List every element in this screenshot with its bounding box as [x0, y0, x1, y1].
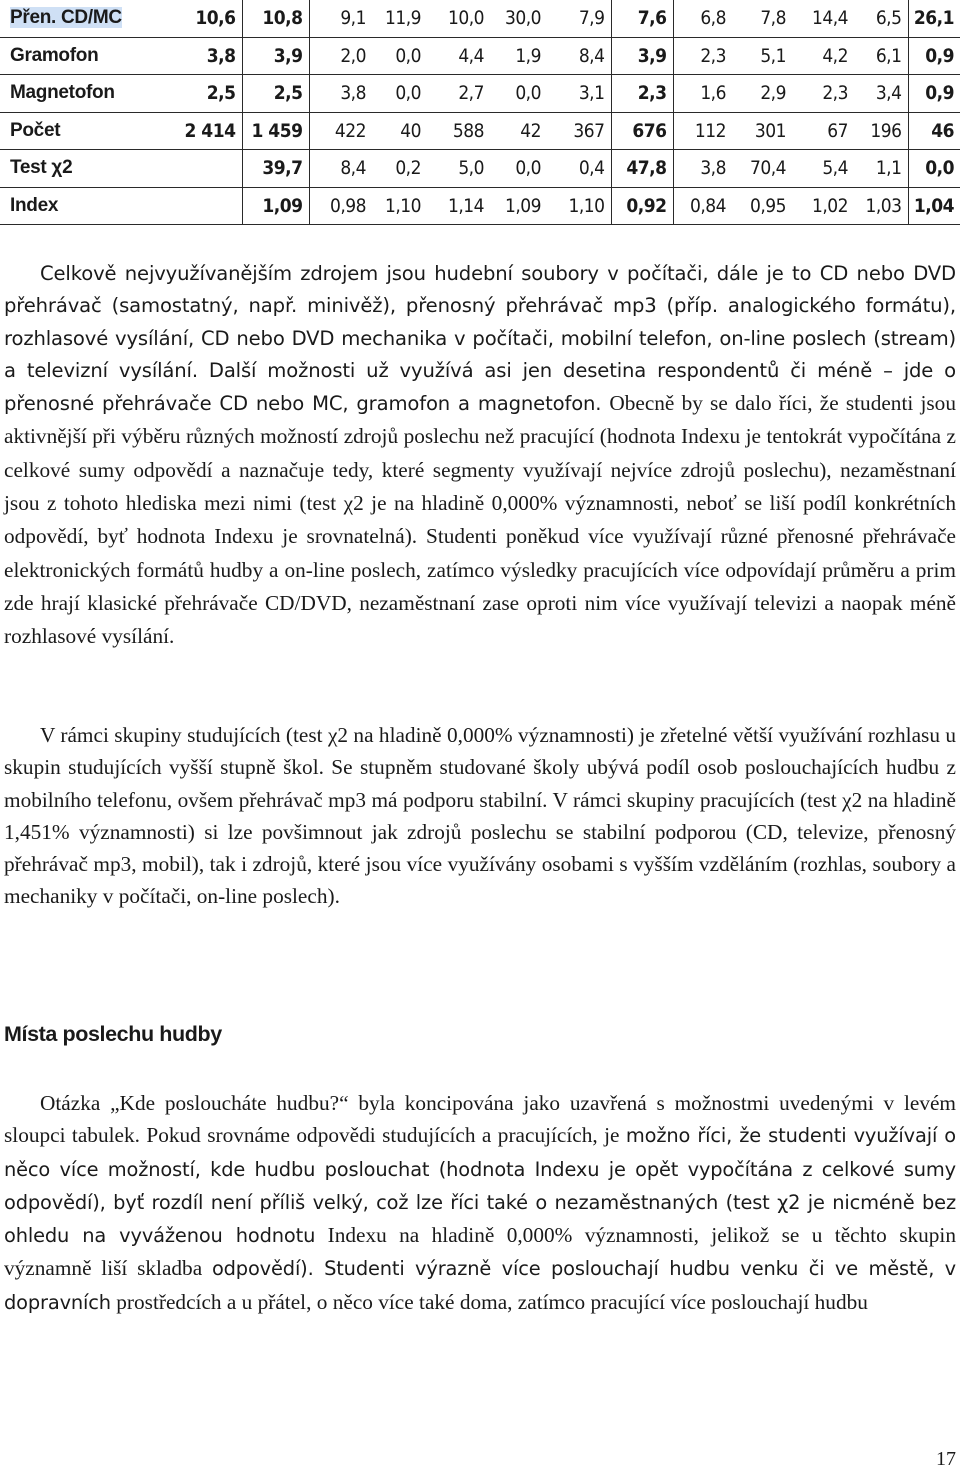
table-cell: 2,7	[427, 75, 490, 113]
paragraph-listening-places	[4, 1087, 956, 1319]
table-cell: 0,2	[372, 150, 427, 188]
table-cell: 0,0	[372, 37, 427, 75]
statistics-table	[0, 0, 960, 225]
paragraph-students-comparison-text: Obecně by se dalo říci, že studenti jsou aktivnější při výběru různých možností zdrojů poslechu než pracující (hodnota Indexu je tentokrát vypočítána z celkové sumy odpovědí a naznačuje tedy, které segmenty využívají nejvíce zdrojů poslechu), nezaměstnaní jsou z tohoto hlediska mezi nimi (test χ2 je na hladině 0,000% významnosti, neboť se liší podíl konkrétních odpovědí, byť hodnota Indexu je srovnatelná). Studenti poněkud více využívají různé přenosné přehrávače elektronických formátů hudby a on-line poslech, zatímco výsledky pracujících více odpovídají průměru a prim zde hrají klasické přehrávače CD/DVD, nezaměstnaní zase oproti nim více využívají televizi a naopak méně rozhlasové vysílání.	[4, 391, 956, 649]
table-cell: 1,1	[854, 150, 908, 188]
table-row	[0, 75, 960, 113]
table-cell: 1 459	[242, 112, 309, 150]
table-cell: 1,04	[908, 187, 960, 225]
table-cell: 9,1	[309, 0, 372, 37]
table-cell: 3,4	[854, 75, 908, 113]
table-cell: 1,09	[242, 187, 309, 225]
table-cell: 2,9	[732, 75, 792, 113]
row-label: Test χ2	[0, 150, 170, 188]
table-cell: 3,9	[611, 37, 673, 75]
table-cell: 7,8	[732, 0, 792, 37]
table-cell: 5,1	[732, 37, 792, 75]
table-cell: 2,3	[673, 37, 732, 75]
table-cell: 0,9	[908, 37, 960, 75]
table-cell: 0,0	[372, 75, 427, 113]
table-cell: 5,4	[792, 150, 854, 188]
table-cell: 3,8	[309, 75, 372, 113]
table-cell: 8,4	[309, 150, 372, 188]
listening-places-text-c: Indexu na hladině 0,000% významnosti, jelikož se u těchto skupin významně liší skladba	[4, 1223, 956, 1281]
table-cell: 46	[908, 112, 960, 150]
table-cell: 301	[732, 112, 792, 150]
table-cell: 40	[372, 112, 427, 150]
table-cell: 1,10	[547, 187, 611, 225]
table-cell: 1,02	[792, 187, 854, 225]
table-row	[0, 187, 960, 225]
table-cell: 112	[673, 112, 732, 150]
table-cell: 3,8	[673, 150, 732, 188]
row-label-highlight: Přen. CD/MC	[10, 7, 122, 29]
table-cell: 3,8	[170, 37, 242, 75]
row-label: Magnetofon	[0, 75, 170, 113]
table-cell: 6,1	[854, 37, 908, 75]
table-cell: 1,6	[673, 75, 732, 113]
table-cell: 5,0	[427, 150, 490, 188]
table-cell: 2,5	[170, 75, 242, 113]
table-cell: 1,09	[490, 187, 547, 225]
table-cell: 1,10	[372, 187, 427, 225]
table-cell: 0,0	[490, 150, 547, 188]
table-cell: 0,9	[908, 75, 960, 113]
table-cell: 26,1	[908, 0, 960, 37]
table-body	[0, 0, 960, 225]
table-cell: 6,5	[854, 0, 908, 37]
table-cell: 4,4	[427, 37, 490, 75]
table-cell: 3,9	[242, 37, 309, 75]
listening-places-text-b: možno říci, že studenti využívají o něco více možností, kde hudbu poslouchat (hodnota Indexu je opět vypočítána z celkové sumy odpovědí), byť rozdíl není příliš velký, což lze říci také o nezaměstnaných (test χ2 je nicméně bez ohledu na vyváženou hodnotu	[4, 1124, 956, 1248]
listening-places-text-a: Otázka „Kde posloucháte hudbu?“ byla koncipována jako uzavřená s možnostmi uvedenými v levém sloupci tabulek. Pokud srovnáme odpovědi studujících a pracujících, je	[4, 1091, 956, 1148]
table-cell: 14,4	[792, 0, 854, 37]
table-cell: 2 414	[170, 112, 242, 150]
table-cell: 2,5	[242, 75, 309, 113]
table-cell: 0,95	[732, 187, 792, 225]
table-cell: 0,0	[908, 150, 960, 188]
table-cell: 10,0	[427, 0, 490, 37]
table-cell: 7,6	[611, 0, 673, 37]
table-cell: 676	[611, 112, 673, 150]
page-number: 17	[936, 1448, 956, 1470]
table-cell: 7,9	[547, 0, 611, 37]
table-cell: 8,4	[547, 37, 611, 75]
table-cell: 0,84	[673, 187, 732, 225]
table-cell: 11,9	[372, 0, 427, 37]
row-label: Gramofon	[0, 37, 170, 75]
table-cell	[170, 187, 242, 225]
row-label: Počet	[0, 112, 170, 150]
table-row	[0, 37, 960, 75]
table-cell: 67	[792, 112, 854, 150]
table-cell: 10,8	[242, 0, 309, 37]
table-cell: 2,3	[611, 75, 673, 113]
paragraph-sources-intro	[4, 258, 956, 654]
listening-places-text-d: odpovědí). Studenti výrazně více poslouchají hudbu venku či ve městě, v dopravních	[4, 1257, 957, 1314]
table-cell: 1,03	[854, 187, 908, 225]
table-cell: 1,9	[490, 37, 547, 75]
table-cell: 47,8	[611, 150, 673, 188]
table-cell: 39,7	[242, 150, 309, 188]
table-cell: 588	[427, 112, 490, 150]
row-label: Index	[0, 187, 170, 225]
table-cell: 0,98	[309, 187, 372, 225]
table-cell: 42	[490, 112, 547, 150]
table-cell: 3,1	[547, 75, 611, 113]
row-label	[0, 0, 170, 37]
table-cell: 422	[309, 112, 372, 150]
paragraph-study-groups-text: V rámci skupiny studujících (test χ2 na hladině 0,000% významnosti) je zřetelné větší využívání rozhlasu u skupin studujících vyšší stupně škol. Se stupněm studované školy ubývá podíl osob poslouchajících hudbu z mobilního telefonu, ovšem přehrávač mp3 má podporu stabilní. V rámci skupiny pracujících (test χ2 na hladině 1,451% významnosti) si lze povšimnout jak zdrojů poslechu se stabilní podporou (CD, televize, přenosný přehrávač mp3, mobil), tak i zdrojů, které jsou více využívány osobami s vyšším vzděláním (rozhlas, soubory a mechaniky v počítači, on-line poslech).	[4, 723, 956, 909]
table-cell: 2,3	[792, 75, 854, 113]
table-cell: 2,0	[309, 37, 372, 75]
table-cell: 0,92	[611, 187, 673, 225]
table-cell: 4,2	[792, 37, 854, 75]
table-cell: 0,0	[490, 75, 547, 113]
table-cell: 367	[547, 112, 611, 150]
table-cell: 0,4	[547, 150, 611, 188]
paragraph-study-groups	[4, 719, 956, 913]
table-cell: 6,8	[673, 0, 732, 37]
table-cell: 196	[854, 112, 908, 150]
table-row	[0, 150, 960, 188]
table-cell: 30,0	[490, 0, 547, 37]
paragraph-sources-intro-text: Celkově nejvyužívanějším zdrojem jsou hudební soubory v počítači, dále je to CD nebo DVD přehrávač (samostatný, např. minivěž), přenosný přehrávač mp3 (příp. analogického formátu), rozhlasové vysílání, CD nebo DVD mechanika v počítači, mobilní telefon, on-line poslech (stream) a televizní vysílání. Další možnosti už využívá asi jen desetina respondentů či méně – jde o přenosné přehrávače CD nebo MC, gramofon a magnetofon.	[4, 262, 956, 416]
table-cell: 10,6	[170, 0, 242, 37]
table-row	[0, 112, 960, 150]
table-row	[0, 0, 960, 37]
table-cell: 1,14	[427, 187, 490, 225]
section-heading: Místa poslechu hudby	[4, 1022, 222, 1046]
table-cell	[170, 150, 242, 188]
table-cell: 70,4	[732, 150, 792, 188]
listening-places-text-e: prostředcích a u přátel, o něco více také doma, zatímco pracující více poslouchají hudbu	[116, 1289, 868, 1314]
